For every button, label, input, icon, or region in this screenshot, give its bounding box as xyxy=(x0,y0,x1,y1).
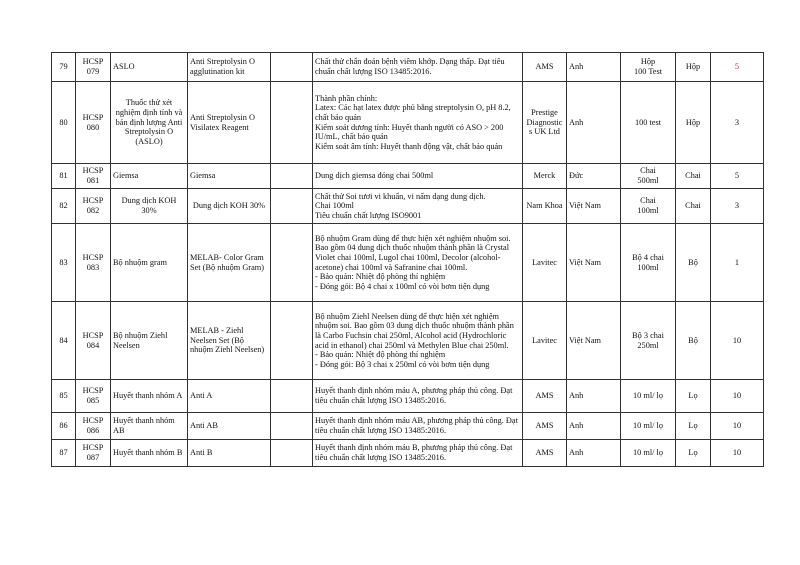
row-number-cell: 85 xyxy=(52,380,76,413)
manufacturer-cell: AMS xyxy=(523,380,567,413)
description-line: Tiêu chuẩn chất lượng ISO9001 xyxy=(315,210,422,220)
unit-cell: Bộ xyxy=(676,224,711,302)
description-cell xyxy=(313,189,523,224)
unit-cell: Hộp xyxy=(676,53,711,82)
table-row xyxy=(52,53,764,82)
table-row xyxy=(52,82,764,164)
quantity-cell: 5 xyxy=(711,53,764,82)
manufacturer-cell: Prestige Diagnostic s UK Ltd xyxy=(523,82,567,164)
description-line: Dung dịch giemsa đóng chai 500ml xyxy=(315,171,434,181)
blank-cell xyxy=(271,380,313,413)
packaging-cell: Chai 100ml xyxy=(621,189,676,224)
row-number-cell: 83 xyxy=(52,224,76,302)
blank-cell xyxy=(271,164,313,189)
description-line: - Bảo quản: Nhiệt độ phòng thí nghiệm xyxy=(315,272,446,282)
manufacturer-cell: Lavitec xyxy=(523,302,567,380)
manufacturer-cell: AMS xyxy=(523,413,567,440)
product-name-cell: Anti AB xyxy=(188,413,271,440)
table-row xyxy=(52,302,764,380)
row-number-cell: 86 xyxy=(52,413,76,440)
product-name-cell: Anti A xyxy=(188,380,271,413)
manufacturer-cell: AMS xyxy=(523,440,567,467)
item-name-cell: Huyết thanh nhóm A xyxy=(111,380,188,413)
origin-cell: Việt Nam xyxy=(567,189,621,224)
table-row xyxy=(52,164,764,189)
product-name-cell: MELAB- Color Gram Set (Bộ nhuộm Gram) xyxy=(188,224,271,302)
description-line: Kiểm soát âm tính: Huyết thanh động vật, chất bảo quản xyxy=(315,141,503,151)
description-line: Latex: Các hạt latex được phủ bằng streptolysin O, pH 8.2, chất bảo quản xyxy=(315,103,511,122)
manufacturer-cell: Lavitec xyxy=(523,224,567,302)
item-name-cell: ASLO xyxy=(111,53,188,82)
origin-cell: Việt Nam xyxy=(567,224,621,302)
quantity-cell: 10 xyxy=(711,413,764,440)
origin-cell: Anh xyxy=(567,82,621,164)
packaging-cell: 10 ml/ lọ xyxy=(621,440,676,467)
item-code-cell: HCSP 086 xyxy=(76,413,111,440)
item-name-cell: Bộ nhuộm Ziehl Neelsen xyxy=(111,302,188,380)
origin-cell: Đức xyxy=(567,164,621,189)
unit-cell: Chai xyxy=(676,189,711,224)
table-row xyxy=(52,224,764,302)
description-line: - Đóng gói: Bộ 4 chai x 100ml có vòi bơm tiện dụng xyxy=(315,281,490,291)
packaging-cell: Bộ 3 chai 250ml xyxy=(621,302,676,380)
quantity-cell: 5 xyxy=(711,164,764,189)
blank-cell xyxy=(271,82,313,164)
description-line: - Bảo quản: Nhiệt độ phòng thí nghiệm xyxy=(315,350,446,360)
description-line: Kiểm soát dương tính: Huyết thanh người có ASO > 200 IU/mL, chất bảo quản xyxy=(315,122,504,142)
product-name-cell: Dung dịch KOH 30% xyxy=(188,189,271,224)
unit-cell: Lọ xyxy=(676,380,711,413)
row-number-cell: 87 xyxy=(52,440,76,467)
origin-cell: Việt Nam xyxy=(567,302,621,380)
row-number-cell: 82 xyxy=(52,189,76,224)
row-number-cell: 84 xyxy=(52,302,76,380)
description-cell xyxy=(313,53,523,82)
description-line: Huyết thanh định nhóm máu AB, phương pháp thủ công. Đạt tiêu chuẩn chất lượng ISO 13485:2016. xyxy=(315,416,518,435)
manufacturer-cell: AMS xyxy=(523,53,567,82)
quantity-cell: 10 xyxy=(711,440,764,467)
row-number-cell: 79 xyxy=(52,53,76,82)
table-row xyxy=(52,413,764,440)
description-line: Huyết thanh định nhóm máu B, phương pháp thủ công. Đạt tiêu chuẩn chất lượng ISO 13485:2016. xyxy=(315,443,513,462)
unit-cell: Bộ xyxy=(676,302,711,380)
packaging-cell: Hộp 100 Test xyxy=(621,53,676,82)
item-code-cell: HCSP 084 xyxy=(76,302,111,380)
description-cell xyxy=(313,164,523,189)
description-line: Thành phần chính: xyxy=(315,93,378,103)
quantity-cell: 10 xyxy=(711,302,764,380)
item-code-cell: HCSP 085 xyxy=(76,380,111,413)
manufacturer-cell: Nam Khoa xyxy=(523,189,567,224)
row-number-cell: 81 xyxy=(52,164,76,189)
blank-cell xyxy=(271,224,313,302)
packaging-cell: Bộ 4 chai 100ml xyxy=(621,224,676,302)
item-code-cell: HCSP 081 xyxy=(76,164,111,189)
description-line: - Đóng gói: Bộ 3 chai x 250ml có vòi bơm tiện dụng xyxy=(315,359,490,369)
supply-table xyxy=(51,52,764,467)
blank-cell xyxy=(271,53,313,82)
product-name-cell: Anti B xyxy=(188,440,271,467)
product-name-cell: Anti Streptolysin O agglutination kit xyxy=(188,53,271,82)
item-name-cell: Huyết thanh nhóm AB xyxy=(111,413,188,440)
unit-cell: Hộp xyxy=(676,82,711,164)
unit-cell: Lọ xyxy=(676,413,711,440)
table-row xyxy=(52,189,764,224)
unit-cell: Lọ xyxy=(676,440,711,467)
quantity-cell: 1 xyxy=(711,224,764,302)
description-line: Chất thử Soi tươi vi khuẩn, vi nấm dạng dung dịch. xyxy=(315,191,486,201)
description-cell xyxy=(313,413,523,440)
description-cell xyxy=(313,82,523,164)
quantity-cell: 3 xyxy=(711,189,764,224)
description-cell xyxy=(313,380,523,413)
item-code-cell: HCSP 082 xyxy=(76,189,111,224)
description-line: Bộ nhuộm Gram dùng để thực hiện xét nghiệm nhuộm soi. Bao gồm 04 dung dịch thuốc nhuộm thành phần là Crystal Violet chai 100ml, Lugol chai 100ml, Decolor (alcohol-acetone) chai 100ml và Safranine chai 100ml. xyxy=(315,233,511,272)
quantity-cell: 3 xyxy=(711,82,764,164)
origin-cell: Anh xyxy=(567,53,621,82)
packaging-cell: Chai 500ml xyxy=(621,164,676,189)
description-line: Chai 100ml xyxy=(315,201,354,211)
item-name-cell: Huyết thanh nhóm B xyxy=(111,440,188,467)
packaging-cell: 10 ml/ lọ xyxy=(621,380,676,413)
blank-cell xyxy=(271,302,313,380)
item-code-cell: HCSP 079 xyxy=(76,53,111,82)
description-line: Huyết thanh định nhóm máu A, phương pháp thủ công. Đạt tiêu chuẩn chất lượng ISO 13485:2016. xyxy=(315,386,513,405)
description-cell xyxy=(313,224,523,302)
item-name-cell: Thuốc thử xét nghiệm định tính và bán định lượng Anti Streptolysin O (ASLO) xyxy=(111,82,188,164)
product-name-cell: Giemsa xyxy=(188,164,271,189)
unit-cell: Chai xyxy=(676,164,711,189)
blank-cell xyxy=(271,189,313,224)
item-code-cell: HCSP 083 xyxy=(76,224,111,302)
description-cell xyxy=(313,302,523,380)
quantity-cell: 10 xyxy=(711,380,764,413)
product-name-cell: Anti Streptolysin O Visilatex Reagent xyxy=(188,82,271,164)
origin-cell: Anh xyxy=(567,440,621,467)
origin-cell: Anh xyxy=(567,413,621,440)
packaging-cell: 10 ml/ lọ xyxy=(621,413,676,440)
product-name-cell: MELAB - Ziehl Neelsen Set (Bộ nhuộm Ziehl Neelsen) xyxy=(188,302,271,380)
item-code-cell: HCSP 087 xyxy=(76,440,111,467)
item-name-cell: Bộ nhuộm gram xyxy=(111,224,188,302)
row-number-cell: 80 xyxy=(52,82,76,164)
description-line: Chất thử chẩn đoán bệnh viêm khớp. Dạng thấp. Đạt tiêu chuẩn chất lượng ISO 13485:2016. xyxy=(315,57,505,76)
item-code-cell: HCSP 080 xyxy=(76,82,111,164)
packaging-cell: 100 test xyxy=(621,82,676,164)
table-body xyxy=(52,53,764,467)
blank-cell xyxy=(271,413,313,440)
description-line: Bộ nhuộm Ziehl Neelsen dùng để thực hiện xét nghiệm nhuộm soi. Bao gồm 03 dung dịch thuốc nhuộm thành phần là Carbo Fuchsin chai 250ml, Alcohol acid (Hydrochloric acid in ethanol) chai 250ml và Methylen Blue chai 250ml. xyxy=(315,311,514,350)
table-row xyxy=(52,440,764,467)
description-cell xyxy=(313,440,523,467)
item-name-cell: Dung dịch KOH 30% xyxy=(111,189,188,224)
item-name-cell: Giemsa xyxy=(111,164,188,189)
manufacturer-cell: Merck xyxy=(523,164,567,189)
blank-cell xyxy=(271,440,313,467)
origin-cell: Anh xyxy=(567,380,621,413)
table-row xyxy=(52,380,764,413)
